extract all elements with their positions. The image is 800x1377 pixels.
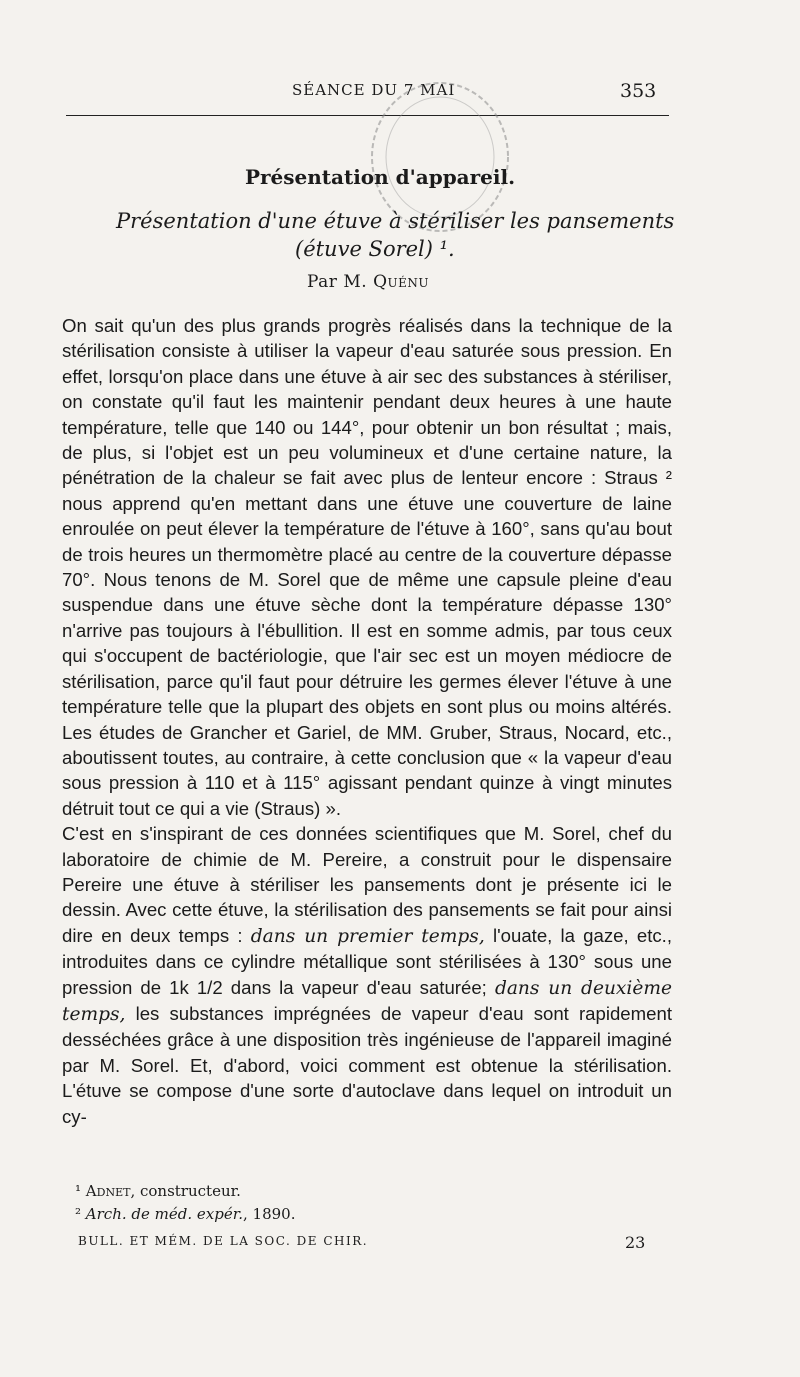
footnote-2-rest: , 1890. bbox=[243, 1205, 296, 1223]
footnote-1 bbox=[75, 1180, 675, 1203]
paragraph-2-text-a: C'est en s'inspirant de ces données scientifiques que M. Sorel, chef du laboratoire de chimie de M. Pereire, a construit pour le dispensaire Pereire une étuve à stériliser les pansements dont je présente ici le dessin. Avec cette étuve, la stérilisation des pansements se fait pour ainsi dire en deux temps : bbox=[62, 823, 672, 946]
article-body bbox=[62, 313, 672, 1129]
footnote-ref-2: ² bbox=[657, 467, 672, 489]
paragraph-1-text-a: On sait qu'un des plus grands progrès réalisés dans la technique de la stérilisation consiste à utiliser la vapeur d'eau saturée sous pression. En effet, lorsqu'on place dans une étuve à air sec des substances à stériliser, on constate qu'il faut les maintenir pendant deux heures à une haute température, telle que 140 ou 144°, pour obtenir un bon résultat ; mais, de plus, si l'objet est un peu volumineux et d'une certaine nature, la pénétration de la chaleur se fait avec plus de lenteur encore : Straus bbox=[62, 315, 672, 489]
paragraph-2-text-c: les substances imprégnées de vapeur d'eau sont rapidement desséchées grâce à une disposition très ingénieuse de l'appareil imaginé par M. Sorel. Et, d'abord, voici comment est obtenue la stérilisation. L'étuve se compose d'une sorte d'autoclave dans lequel on introduit un cy- bbox=[62, 1002, 672, 1127]
page-number: 353 bbox=[620, 80, 657, 102]
paragraph-2-italic-1: dans un premier temps, bbox=[250, 925, 485, 947]
footnote-1-mark: ¹ bbox=[75, 1182, 82, 1200]
paragraph-2-italic-2: dans un deuxième temps, bbox=[62, 977, 672, 1025]
article-subtitle bbox=[116, 207, 676, 263]
header-rule bbox=[66, 115, 669, 116]
paragraph-1 bbox=[62, 313, 672, 821]
footnote-1-name: Adnet bbox=[85, 1182, 131, 1200]
paragraph-1-text-b: nous apprend qu'en mettant dans une étuve une couverture de laine enroulée on peut élever la température de l'étuve à 160°, sans qu'au bout de trois heures un thermomètre placé au centre de la couverture dépasse 70°. Nous tenons de M. Sorel que de même une capsule pleine d'eau suspendue dans une étuve sèche dont la température dépasse 130° n'arrive pas toujours à l'ébullition. Il est en somme admis, par tous ceux qui s'occupent de bactériologie, que l'air sec est un moyen médiocre de stérilisation, parce qu'il faut pour détruire les germes élever l'étuve à une température telle que la plupart des objets en sont plus ou moins altérés. Les études de Grancher et Gariel, de MM. Gruber, Straus, Nocard, etc., aboutissent toutes, au contraire, à cette conclusion que « la vapeur d'eau sous pression à 110 et à 115° agissant pendant quinze à vingt minutes détruit tout ce qui a vie (Straus) ». bbox=[62, 492, 672, 819]
author-line bbox=[307, 272, 429, 292]
signature-number: 23 bbox=[625, 1233, 646, 1252]
footnote-2 bbox=[75, 1203, 675, 1226]
author-name: Quénu bbox=[373, 272, 429, 292]
subtitle-line-1: Présentation d'une étuve à stériliser les pansements bbox=[116, 209, 675, 233]
footnote-2-title: Arch. de méd. expér. bbox=[85, 1205, 243, 1223]
section-title: Présentation d'appareil. bbox=[244, 165, 516, 189]
footnote-1-rest: , constructeur. bbox=[130, 1182, 241, 1200]
author-prefix: Par M. bbox=[307, 272, 374, 292]
paragraph-2-text-b: l'ouate, la gaze, etc., introduites dans ce cylindre métallique sont stérilisées à 130° sous une pression de 1k 1/2 dans la vapeur d'eau saturée; bbox=[62, 924, 672, 998]
running-header: SÉANCE DU 7 MAI bbox=[292, 81, 456, 99]
journal-footer: BULL. ET MÉM. DE LA SOC. DE CHIR. bbox=[78, 1234, 369, 1248]
footnote-2-mark: ² bbox=[75, 1205, 82, 1223]
paragraph-2 bbox=[62, 821, 672, 1129]
subtitle-line-2: (étuve Sorel) ¹. bbox=[295, 237, 455, 261]
footnotes bbox=[75, 1180, 675, 1226]
